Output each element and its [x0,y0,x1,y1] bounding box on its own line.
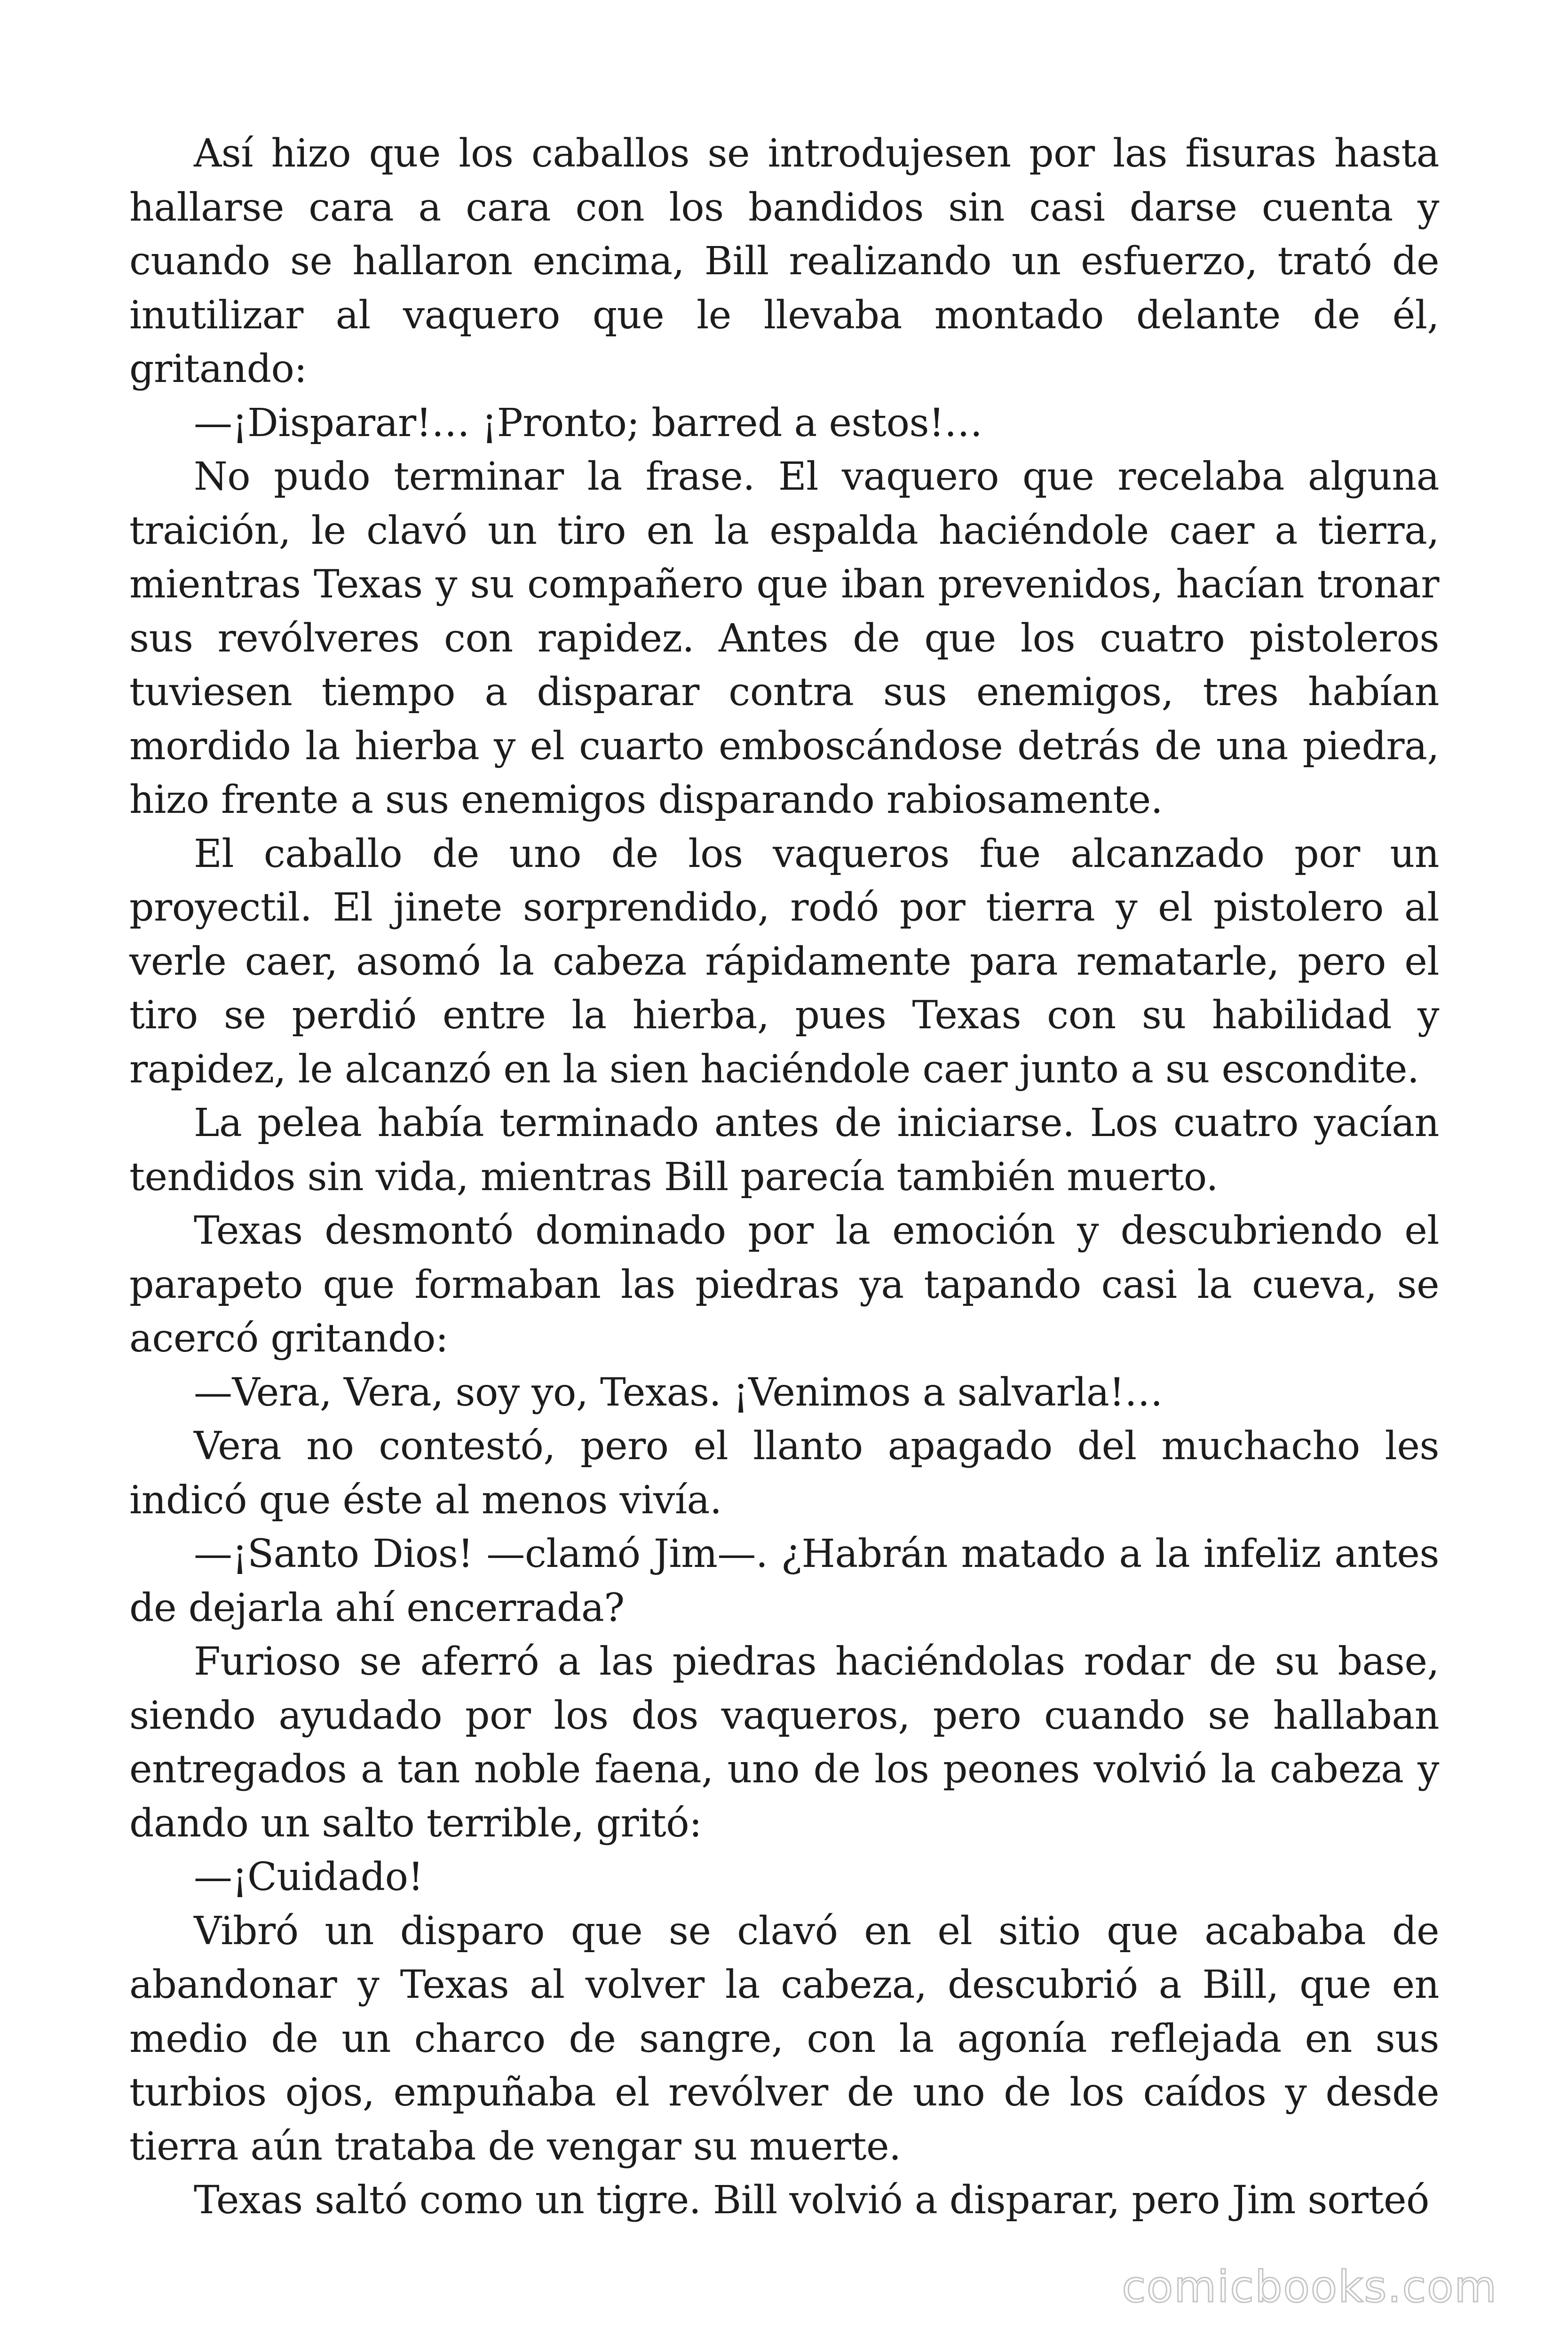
paragraph: —¡Disparar!… ¡Pronto; barred a estos!… [194,400,982,445]
paragraph: Así hizo que los caballos se introdujesen por las fisuras hasta hallarse cara a cara con los bandidos sin casi darse cuenta y cuando se hallaron encima, Bill realizando un esfuerzo, trató de inutilizar al vaquero que le llevaba montado delante de él, gritando: [129,131,1439,391]
watermark-text: comicbooks.com [1122,2262,1497,2312]
paragraph: El caballo de uno de los vaqueros fue alcanzado por un proyectil. El jinete sorprendido, rodó por tierra y el pistolero al verle caer, asomó la cabeza rápidamente para rematarle, pero el tiro se perdió entre la hierba, pues Texas con su habilidad y rapidez, le alcanzó en la sien haciéndole caer junto a su escondite. [129,831,1439,1092]
paragraph: Furioso se aferró a las piedras haciéndolas rodar de su base, siendo ayudado por los dos vaqueros, pero cuando se hallaban entregados a tan noble faena, uno de los peones volvió la cabeza y dando un salto terrible, gritó: [129,1639,1439,1846]
paragraph: —Vera, Vera, soy yo, Texas. ¡Venimos a salvarla!… [194,1370,1163,1415]
paragraph: Texas desmontó dominado por la emoción y descubriendo el parapeto que formaban las piedras ya tapando casi la cueva, se acercó gritando: [129,1208,1439,1361]
paragraph: Vibró un disparo que se clavó en el sitio que acababa de abandonar y Texas al volver la cabeza, descubrió a Bill, que en medio de un charco de sangre, con la agonía reflejada en sus turbios ojos, empuñaba el revólver de uno de los caídos y desde tierra aún trataba de vengar su muerte. [129,1908,1439,2169]
paragraph: No pudo terminar la frase. El vaquero que recelaba alguna traición, le clavó un tiro en la espalda haciéndole caer a tierra, mientras Texas y su compañero que iban prevenidos, hacían tronar sus revólveres con rapidez. Antes de que los cuatro pistoleros tuviesen tiempo a disparar contra sus enemigos, tres habían mordido la hierba y el cuarto emboscándose detrás de una piedra, hizo frente a sus enemigos disparando rabiosamente. [129,454,1439,822]
book-page [129,127,1439,2228]
paragraph: La pelea había terminado antes de iniciarse. Los cuatro yacían tendidos sin vida, mientras Bill parecía también muerto. [129,1101,1439,1200]
paragraph: —¡Cuidado! [194,1855,423,1899]
last-paragraph: Texas saltó como un tigre. Bill volvió a disparar, pero Jim sorteó [194,2178,1429,2223]
paragraph: Vera no contestó, pero el llanto apagado del muchacho les indicó que éste al menos vivía. [129,1424,1439,1523]
paragraph: —¡Santo Dios! —clamó Jim—. ¿Habrán matado a la infeliz antes de dejarla ahí encerrada? [129,1532,1439,1630]
